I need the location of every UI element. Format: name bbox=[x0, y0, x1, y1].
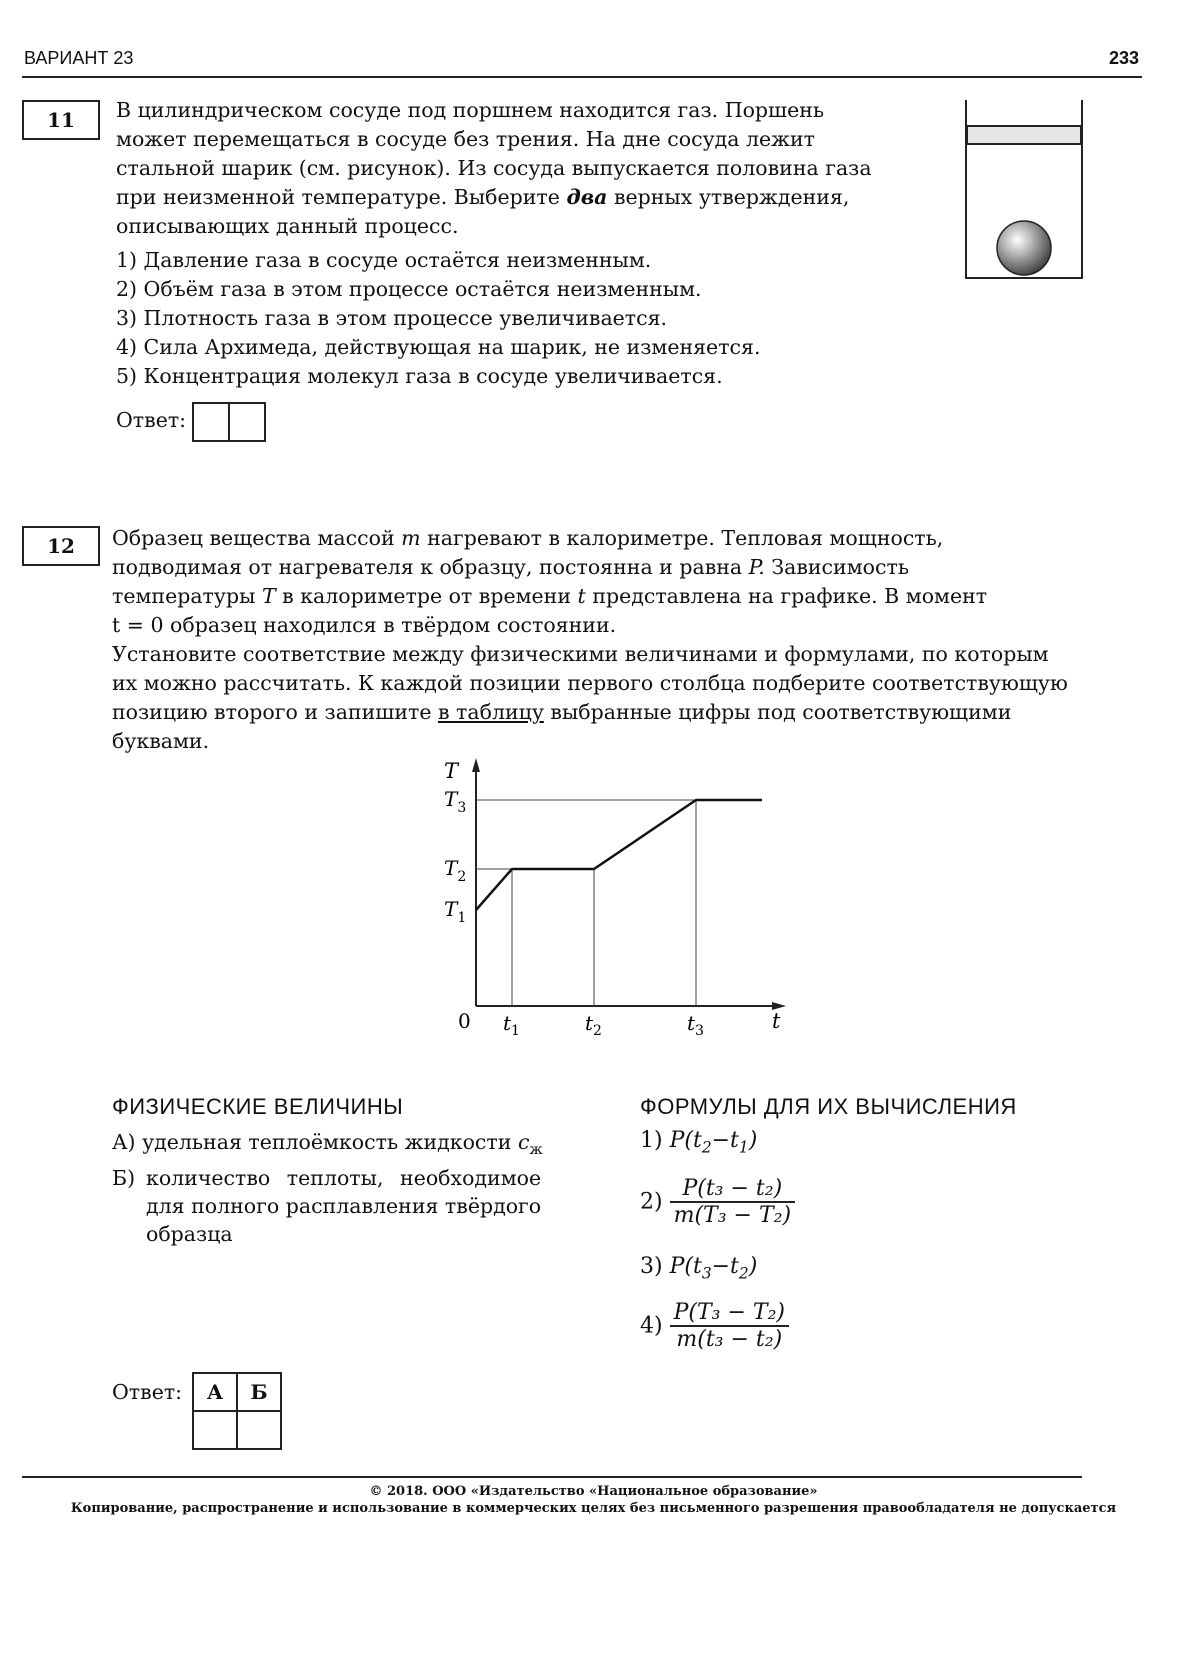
q12-answer-label: Ответ: bbox=[112, 1380, 183, 1404]
question-number-11: 11 bbox=[22, 100, 100, 140]
piston bbox=[967, 126, 1081, 144]
quantity-text: образца bbox=[146, 1222, 233, 1247]
q12-text-part: в калориметре от времени bbox=[282, 584, 571, 608]
formula-number: 3) bbox=[640, 1254, 663, 1279]
origin-label: 0 bbox=[458, 1009, 471, 1033]
q11-line-part: верных утверждения, bbox=[613, 185, 850, 209]
q12-task-line bbox=[112, 698, 1084, 727]
q12-task-line: их можно рассчитать. К каждой позиции первого столбца подберите соответствующую bbox=[112, 671, 1068, 695]
header-rule bbox=[22, 76, 1142, 78]
q11-options bbox=[116, 246, 760, 391]
vessel-figure bbox=[962, 96, 1088, 282]
formula-part: P(t bbox=[669, 1254, 702, 1279]
col-right-title: ФОРМУЛЫ ДЛЯ ИХ ВЫЧИСЛЕНИЯ bbox=[640, 1094, 1017, 1119]
quantity-text: количество теплоты, необходимое bbox=[146, 1166, 542, 1191]
formula-sub: 2 bbox=[738, 1264, 749, 1283]
quantity-symbol: c bbox=[517, 1130, 530, 1154]
q12-answer-table bbox=[192, 1372, 282, 1450]
answer-cell-a[interactable] bbox=[193, 1411, 237, 1449]
formula-1 bbox=[640, 1128, 757, 1156]
q11-line bbox=[116, 183, 928, 212]
footer-notice: Копирование, распространение и использование в коммерческих целях без письменного разрешения правообладателя не допускается bbox=[70, 1501, 1117, 1516]
q11-option-1: 1) Давление газа в сосуде остаётся неизменным. bbox=[116, 248, 652, 272]
q11-emphasis: два bbox=[566, 185, 608, 209]
formula-number: 4) bbox=[640, 1313, 663, 1339]
fraction-denominator: m(T₃ − T₂) bbox=[673, 1203, 792, 1228]
q11-answer-cell-2[interactable] bbox=[228, 402, 266, 442]
q12-text-part: Зависимость bbox=[771, 555, 909, 579]
formula-fraction bbox=[670, 1176, 795, 1228]
q12-intro-line bbox=[112, 553, 1084, 582]
temperature-graph bbox=[430, 750, 810, 1050]
formula-3 bbox=[640, 1254, 757, 1282]
formula-part: P(t bbox=[669, 1128, 702, 1153]
x-tick-label-t2: $t_2$ bbox=[585, 1011, 602, 1039]
quantity-b-text bbox=[146, 1164, 541, 1248]
quantity-subscript: ж bbox=[529, 1142, 543, 1159]
q12-intro-line: t = 0 образец находился в твёрдом состоянии. bbox=[112, 613, 617, 637]
q11-line: может перемещаться в сосуде без трения. На дне сосуда лежит bbox=[116, 127, 816, 151]
q12-symbol-t-cap: T bbox=[261, 584, 276, 608]
q12-task-line: Установите соответствие между физическими величинами и формулами, по которым bbox=[112, 642, 1049, 666]
q11-text bbox=[116, 96, 928, 241]
answer-cell-b[interactable] bbox=[237, 1411, 281, 1449]
quantity-letter: А) bbox=[112, 1130, 136, 1154]
q12-text-part: нагревают в калориметре. Тепловая мощность, bbox=[427, 526, 944, 550]
q11-line: стальной шарик (см. рисунок). Из сосуда выпускается половина газа bbox=[116, 156, 872, 180]
q12-text-part: выбранные цифры под соответствующими bbox=[550, 700, 1012, 724]
q11-option-2: 2) Объём газа в этом процессе остаётся неизменным. bbox=[116, 277, 702, 301]
quantity-letter: Б) bbox=[112, 1166, 136, 1191]
q11-option-4: 4) Сила Архимеда, действующая на шарик, не изменяется. bbox=[116, 335, 761, 359]
question-number-12: 12 bbox=[22, 526, 100, 566]
q12-symbol-p: P. bbox=[748, 555, 765, 579]
q11-line: В цилиндрическом сосуде под поршнем находится газ. Поршень bbox=[116, 98, 825, 122]
q12-intro-line bbox=[112, 582, 1084, 611]
y-axis-arrow bbox=[472, 758, 480, 772]
q11-line-part: при неизменной температуре. Выберите bbox=[116, 185, 560, 209]
q12-task bbox=[112, 640, 1084, 756]
formula-sub: 1 bbox=[738, 1138, 749, 1157]
x-tick-label-t1: $t_1$ bbox=[503, 1011, 520, 1039]
x-tick-label-t3: $t_3$ bbox=[687, 1011, 704, 1039]
q12-task-line: буквами. bbox=[112, 729, 210, 753]
q11-option-3: 3) Плотность газа в этом процессе увеличивается. bbox=[116, 306, 668, 330]
footer-copyright: © 2018. ООО «Издательство «Национальное образование» bbox=[369, 1484, 818, 1499]
footer-rule bbox=[22, 1476, 1082, 1478]
q12-intro bbox=[112, 524, 1084, 640]
y-tick-label-T3: $T_3$ bbox=[444, 787, 467, 816]
quantity-b bbox=[112, 1164, 584, 1248]
q12-text-part: позицию второго и запишите bbox=[112, 700, 432, 724]
q11-option-5: 5) Концентрация молекул газа в сосуде увеличивается. bbox=[116, 364, 723, 388]
q12-symbol-t: t bbox=[577, 584, 586, 608]
quantities-list bbox=[112, 1128, 584, 1248]
formula-part: ) bbox=[748, 1128, 758, 1153]
y-tick-label-T2: $T_2$ bbox=[444, 856, 467, 885]
q11-answer-label: Ответ: bbox=[116, 408, 187, 432]
q12-underlined: в таблицу bbox=[437, 700, 544, 724]
formula-part: −t bbox=[711, 1254, 739, 1279]
page-number: 233 bbox=[1108, 48, 1139, 68]
q12-text-part: представлена на графике. В момент bbox=[592, 584, 988, 608]
quantity-a bbox=[112, 1128, 584, 1164]
q12-intro-line bbox=[112, 524, 1084, 553]
quantity-text: для полного расплавления твёрдого bbox=[146, 1194, 542, 1219]
q12-text-part: температуры bbox=[112, 584, 256, 608]
q12-text-part: подводимая от нагревателя к образцу, постоянна и равна bbox=[112, 555, 743, 579]
variant-title: ВАРИАНТ 23 bbox=[24, 48, 134, 68]
temperature-curve bbox=[476, 800, 762, 910]
formula-2 bbox=[640, 1176, 795, 1228]
q12-text-part: Образец вещества массой bbox=[112, 526, 395, 550]
col-left-title: ФИЗИЧЕСКИЕ ВЕЛИЧИНЫ bbox=[112, 1094, 404, 1119]
q12-symbol-m: m bbox=[401, 526, 421, 550]
formula-part: −t bbox=[711, 1128, 739, 1153]
formula-number: 2) bbox=[640, 1189, 663, 1215]
formula-part: ) bbox=[748, 1254, 758, 1279]
formula-number: 1) bbox=[640, 1128, 663, 1153]
answer-col-header-a: А bbox=[193, 1373, 237, 1411]
fraction-numerator: P(T₃ − T₂) bbox=[670, 1300, 789, 1327]
y-tick-label-T1: $T_1$ bbox=[444, 897, 467, 926]
formula-sub: 2 bbox=[701, 1138, 712, 1157]
x-axis-label: t bbox=[772, 1009, 781, 1033]
q11-answer-cell-1[interactable] bbox=[192, 402, 230, 442]
fraction-denominator: m(t₃ − t₂) bbox=[676, 1327, 783, 1352]
answer-col-header-b: Б bbox=[237, 1373, 281, 1411]
fraction-numerator: P(t₃ − t₂) bbox=[670, 1176, 795, 1203]
formula-4 bbox=[640, 1300, 789, 1352]
quantity-text: удельная теплоёмкость жидкости bbox=[142, 1130, 512, 1154]
steel-ball bbox=[997, 221, 1051, 275]
formula-sub: 3 bbox=[701, 1264, 712, 1283]
q11-line: описывающих данный процесс. bbox=[116, 214, 459, 238]
y-axis-label: T bbox=[444, 759, 459, 783]
formula-fraction bbox=[670, 1300, 789, 1352]
